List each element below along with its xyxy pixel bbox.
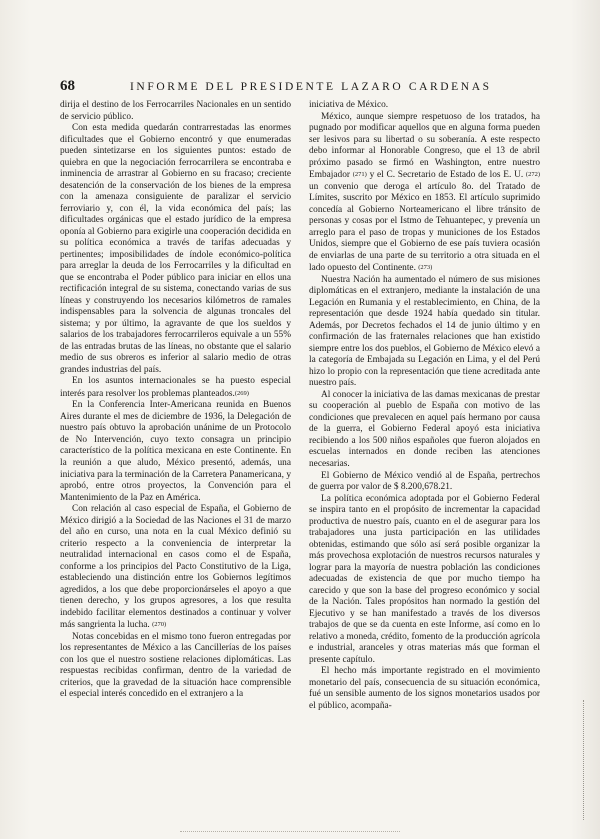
page-number: 68 [60,78,75,94]
left-column [60,100,291,828]
page-header [60,78,550,96]
paragraph: Con esta medida quedarán contrarrestadas las enormes dificultades que el Gobierno encontró y que enumeradas pueden sintetizarse en los siguientes puntos: estado de quiebra en que la negociación ferrocarrilera se encontraba e inminencia de arrastrar al Gobierno en su fracaso; creciente desatención de la conservación de los bienes de la empresa con la amenaza consiguiente de paralizar el servicio ferroviario y, con él, la vida económica del país; las dificultades orgánicas que el estado jurídico de la empresa oponía al Gobierno para exigirle una cooperación decidida en su política económica a través de tarifas adecuadas y pertinentes; imposibilidades de índole económico-política para arreglar la deuda de los Ferrocarriles y la dificultad en que se encontraba el Poder público para iniciar en ellos una rectificación integral de su sistema, conectando varias de sus líneas y construyendo los necesarios kilómetros de ramales indispensables para la solvencia de algunas troncales del sistema; y por último, la agravante de que los sueldos y salarios de los trabajadores ferrocarrileros equivale a un 55% de las entradas brutas de las líneas, no obstante que el salario medio de sus obreros es inferior al salario medio de otras grandes industrias del país. [60,123,291,375]
paragraph: dirija el destino de los Ferrocarriles Nacionales en un sentido de servicio público. [60,100,291,122]
paragraph: El Gobierno de México vendió al de España, pertrechos de guerra por valor de $ 8.200,678.21. [309,470,540,493]
footnote-reference: (271) [352,171,367,179]
paragraph: La política económica adoptada por el Gobierno Federal se inspira tanto en el propósito de incrementar la capacidad productiva de nuestro país, cuanto en el de asegurar para los trabajadores una justa participación en las utilidades obtenidas, estimando que sólo así será posible organizar la más provechosa explotación de nuestros recursos naturales y lograr para la mayoría de nuestra población las condiciones adecuadas de existencia de que por mucho tiempo ha carecido y que son la base del progreso económico y social de la Nación. Tales propósitos han normado la gestión del Ejecutivo y se han manifestado a través de los diversos trabajos de que se da cuenta en este Informe, así como en lo relativo a moneda, crédito, fomento de la producción agrícola e industrial, aranceles y otras materias más que forman el presente capítulo. [309,493,540,665]
paragraph-text: Con relación al caso especial de España, el Gobierno de México dirigió a la Sociedad de las Naciones el 31 de marzo del año en curso, una nota en la cual México definió su criterio respecto a la conveniencia de interpretar la neutralidad internacional en casos como el de España, conforme a los principios del Pacto Constitutivo de la Liga, estableciendo una distinción entre los Gobiernos legítimos agredidos, a los que debe proporcionárseles el apoyo a que tienen derecho, y los grupos agresores, a los que resulta indebido facilitar elementos destinados a continuar y volver más sangrienta la lucha. [60,504,291,631]
text-columns [60,100,540,828]
running-head: INFORME DEL PRESIDENTE LAZARO CARDENAS [130,81,492,93]
right-column [309,100,540,828]
paragraph-text: y el C. Secretario de Estado de los E. U. [369,170,524,181]
bottom-edge-rule [180,831,400,833]
footnote-reference: (272) [525,171,540,179]
paragraph-text: México, aunque siempre respetuoso de los tratados, ha pugnado por modificar aquellos que en alguna forma pueden ser lesivos para su libertad o su soberanía. A este respecto debo informar al Honorable Congreso, que el 13 de abril próximo pasado se firmó en Washington, entre nuestro Embajador [309,111,540,181]
paragraph: En la Conferencia Inter-Americana reunida en Buenos Aires durante el mes de diciembre de 1936, la Delegación de nuestro país obtuvo la aprobación unánime de un Protocolo de No Intervención, cuyo texto consagra un principio característico de la política mexicana en este Continente. En la reunión a que aludo, México presentó, además, una iniciativa para la terminación de la Carretera Panamericana, y aprobó, entre otros proyectos, la Convención para el Mantenimiento de la Paz en América. [60,400,291,503]
paragraph [309,112,540,275]
paragraph: Al conocer la iniciativa de las damas mexicanas de prestar su cooperación al pueblo de España con motivo de las condiciones que prevalecen en aquel país hermano por causa de la guerra, el Gobierno Federal apoyó esta iniciativa recibiendo a los 500 niños españoles que fueron alojados en escuelas internados en donde reciben las atenciones necesarias. [309,389,540,469]
paragraph: iniciativa de México. [309,100,389,110]
footnote-reference: (270) [152,621,167,629]
paragraph-text: En los asuntos internacionales se ha puesto especial interés para resolver los problemas planteados. [60,376,291,399]
paragraph: Notas concebidas en el mismo tono fueron entregadas por los representantes de México a las Cancillerías de los países con los que el nuestro sostiene relaciones diplomáticas. Las respuestas recibidas confirman, dentro de la variedad de criterios, que la gravedad de la situación hace comprensible el especial interés concedido en el extranjero a la [60,631,291,700]
footnote-reference: (273) [418,264,433,272]
paragraph-text: un convenio que deroga el artículo 8o. del Tratado de Límites, suscrito por México en 1853. El artículo suprimido concedía al Gobierno Norteamericano el libre tránsito de personas y cosas por el Istmo de Tehuantepec, y prevenía un arreglo para el paso de tropas y municiones de los Estados Unidos, siempre que el Gobierno de ese país tuviera ocasión de enviarlas de una parte de su territorio a otra situada en el lado opuesto del Continente. [309,181,540,274]
page-edge-marks [583,700,592,820]
paragraph [60,376,291,400]
paragraph [60,504,291,632]
paragraph: Nuestra Nación ha aumentado el número de sus misiones diplomáticas en el extranjero, mediante la instalación de una Legación en Rumania y el restablecimiento, en China, de la representación que desde 1924 había quedado sin titular. Además, por Decretos fechados el 14 de junio último y en confirmación de las fraternales relaciones que han existido siempre entre los dos pueblos, el Gobierno de México elevó a la categoría de Embajada su Legación en Lima, y el del Perú hizo lo propio con la representación que tiene acreditada ante nuestro país. [309,274,540,389]
paragraph: El hecho más importante registrado en el movimiento monetario del país, consecuencia de su situación económica, fué un sensible aumento de los signos monetarios usados por el público, acompaña- [309,666,540,711]
footnote-reference: (269) [234,389,249,397]
